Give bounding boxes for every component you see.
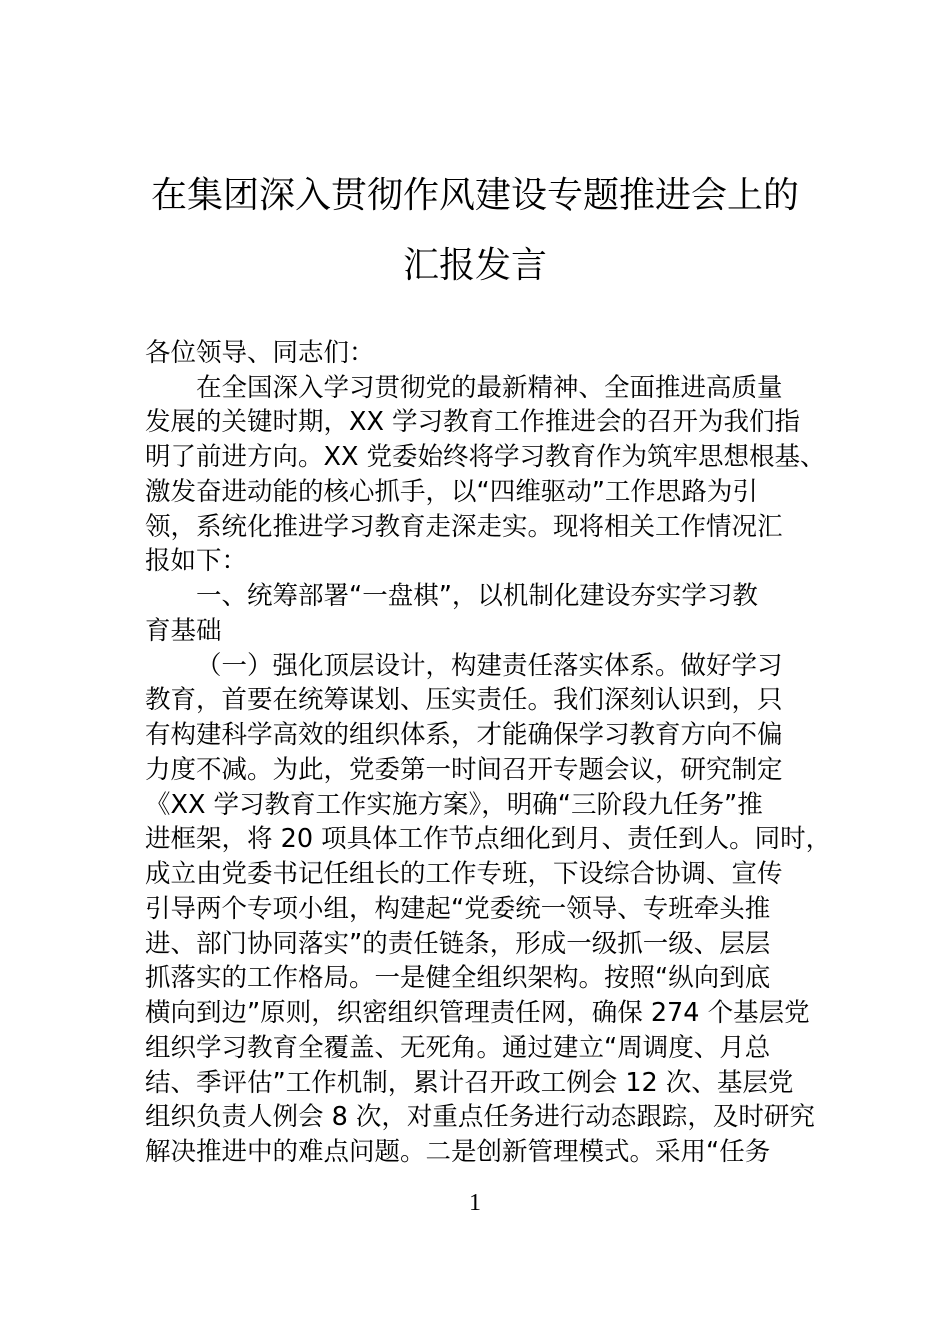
- salutation: 各位领导、同志们：: [145, 338, 375, 368]
- document-title-line-1: 在集团深入贯彻作风建设专题推进会上的: [150, 175, 799, 216]
- body-line: 在全国深入学习贯彻党的最新精神、全面推进高质量: [196, 372, 783, 403]
- body-line: 教育，首要在统筹谋划、压实责任。我们深刻认识到，只: [145, 685, 783, 716]
- body-line: 进框架，将 20 项具体工作节点细化到月、责任到人。同时，: [145, 824, 832, 855]
- body-line: 《XX 学习教育工作实施方案》，明确“三阶段九任务”推: [145, 789, 763, 820]
- page-number: 1: [469, 1190, 481, 1216]
- body-line: 引导两个专项小组，构建起“党委统一领导、专班牵头推: [145, 893, 771, 924]
- body-line: 一、统筹部署“一盘棋”，以机制化建设夯实学习教: [196, 581, 758, 611]
- body-line: 激发奋进动能的核心抓手，以“四维驱动”工作思路为引: [145, 476, 758, 507]
- body-line: 发展的关键时期，XX 学习教育工作推进会的召开为我们指: [145, 407, 801, 438]
- body-line: 领，系统化推进学习教育走深走实。现将相关工作情况汇: [145, 511, 783, 542]
- body-line: 组织负责人例会 8 次，对重点任务进行动态跟踪，及时研究: [145, 1102, 815, 1133]
- body-line: 报如下：: [145, 546, 248, 577]
- body-line: 育基础: [145, 615, 222, 646]
- body-line: 力度不减。为此，党委第一时间召开专题会议，研究制定: [145, 754, 783, 785]
- body-line: 明了前进方向。XX 党委始终将学习教育作为筑牢思想根基、: [145, 442, 826, 472]
- body-line: 组织学习教育全覆盖、无死角。通过建立“周调度、月总: [145, 1032, 771, 1063]
- document-title-line-2: 汇报发言: [402, 245, 547, 286]
- body-line: 结、季评估”工作机制，累计召开政工例会 12 次、基层党: [145, 1067, 794, 1098]
- body-line: 抓落实的工作格局。一是健全组织架构。按照“纵向到底: [145, 963, 771, 994]
- body-line: （一）强化顶层设计，构建责任落实体系。做好学习: [196, 650, 783, 681]
- body-line: 进、部门协同落实”的责任链条，形成一级抓一级、层层: [145, 928, 771, 959]
- body-line: 横向到边”原则，织密组织管理责任网，确保 274 个基层党: [145, 998, 810, 1028]
- body-line: 解决推进中的难点问题。二是创新管理模式。采用“任务: [145, 1137, 771, 1167]
- body-line: 成立由党委书记任组长的工作专班，下设综合协调、宣传: [145, 859, 783, 889]
- body-line: 有构建科学高效的组织体系，才能确保学习教育方向不偏: [145, 720, 783, 750]
